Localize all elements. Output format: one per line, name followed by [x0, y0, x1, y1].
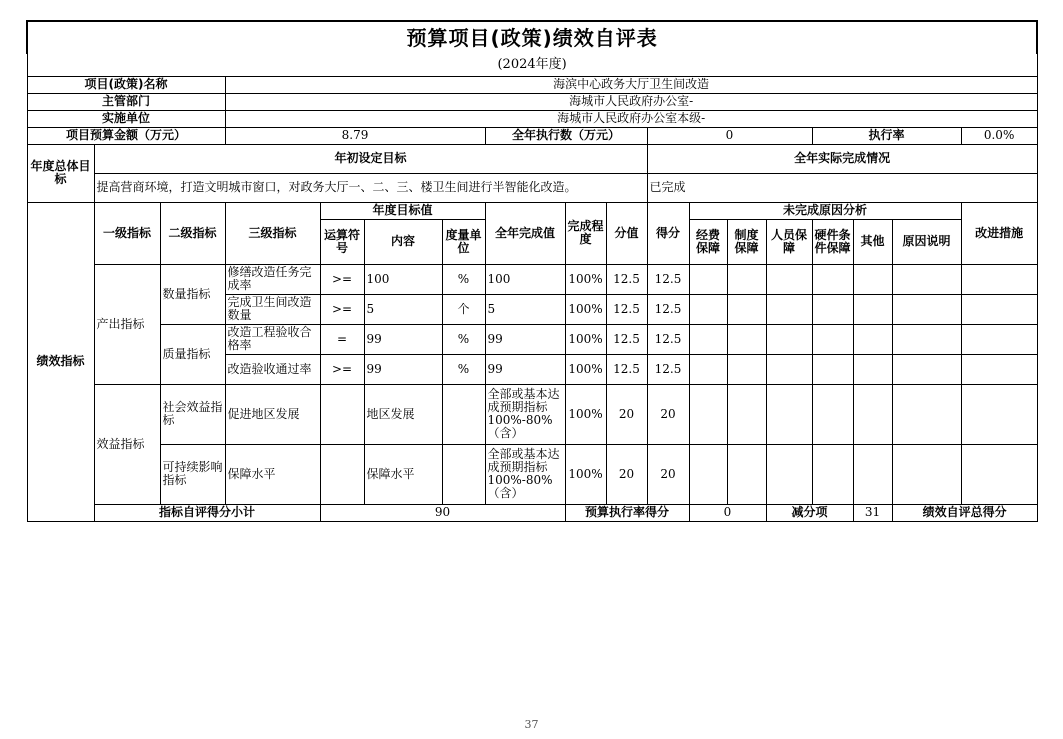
- empty-cell: [853, 354, 892, 384]
- empty-cell: [892, 444, 961, 504]
- weight-cell: 12.5: [606, 354, 647, 384]
- level1-benefit: 效益指标: [94, 384, 160, 504]
- empty-cell: [766, 444, 812, 504]
- empty-cell: [689, 384, 727, 444]
- empty-cell: [727, 294, 766, 324]
- empty-cell: [853, 324, 892, 354]
- empty-cell: [892, 294, 961, 324]
- header-personnel: 人员保障: [766, 219, 812, 264]
- empty-cell: [892, 354, 961, 384]
- unit-cell: %: [442, 354, 485, 384]
- unit-cell: [442, 444, 485, 504]
- degree-cell: 100%: [565, 384, 606, 444]
- level3-cell: 修缮改造任务完成率: [225, 264, 320, 294]
- dept-label: 主管部门: [27, 93, 225, 110]
- score-cell: 12.5: [647, 294, 689, 324]
- operator-cell: [320, 384, 364, 444]
- empty-cell: [689, 444, 727, 504]
- header-annual-target: 年度目标值: [320, 202, 485, 219]
- initial-goal-text: 提高营商环境，打造文明城市窗口，对政务大厅一、二、三、楼卫生间进行半智能化改造。: [94, 173, 647, 202]
- table-row: [27, 384, 1037, 444]
- empty-cell: [853, 294, 892, 324]
- header-weight: 分值: [606, 202, 647, 264]
- header-score: 得分: [647, 202, 689, 264]
- level2-sustain: 可持续影响指标: [160, 444, 225, 504]
- page-number: 37: [524, 718, 539, 731]
- header-funding: 经费保障: [689, 219, 727, 264]
- empty-cell: [812, 294, 853, 324]
- header-hardware: 硬件条件保障: [812, 219, 853, 264]
- degree-cell: 100%: [565, 294, 606, 324]
- level1-output: 产出指标: [94, 264, 160, 384]
- empty-cell: [766, 264, 812, 294]
- subtotal-value: 90: [320, 504, 565, 521]
- footer-row: [27, 504, 1037, 521]
- impl-value: 海城市人民政府办公室本级-: [225, 110, 1037, 127]
- dept-value: 海城市人民政府办公室-: [225, 93, 1037, 110]
- empty-cell: [766, 294, 812, 324]
- header-other: 其他: [853, 219, 892, 264]
- unit-cell: [442, 384, 485, 444]
- unit-cell: %: [442, 324, 485, 354]
- degree-cell: 100%: [565, 324, 606, 354]
- content-cell: 99: [364, 324, 442, 354]
- content-cell: 5: [364, 294, 442, 324]
- project-name-label: 项目(政策)名称: [27, 76, 225, 93]
- empty-cell: [727, 444, 766, 504]
- table-row: [27, 264, 1037, 294]
- total-label: 绩效自评总得分: [892, 504, 1037, 521]
- operator-cell: [320, 444, 364, 504]
- table-row: [27, 324, 1037, 354]
- operator-cell: >=: [320, 294, 364, 324]
- weight-cell: 20: [606, 384, 647, 444]
- actual-cell: 5: [485, 294, 565, 324]
- empty-cell: [892, 324, 961, 354]
- indicators-section-label: 绩效指标: [27, 202, 94, 521]
- empty-cell: [689, 354, 727, 384]
- header-unit: 度量单位: [442, 219, 485, 264]
- header-level3: 三级指标: [225, 202, 320, 264]
- empty-cell: [812, 264, 853, 294]
- header-level1: 一级指标: [94, 202, 160, 264]
- exec-value: 0: [647, 127, 812, 144]
- empty-cell: [961, 444, 1037, 504]
- empty-cell: [727, 264, 766, 294]
- header-completion-degree: 完成程度: [565, 202, 606, 264]
- empty-cell: [812, 324, 853, 354]
- empty-cell: [812, 354, 853, 384]
- empty-cell: [766, 384, 812, 444]
- level3-cell: 促进地区发展: [225, 384, 320, 444]
- header-system: 制度保障: [727, 219, 766, 264]
- empty-cell: [766, 324, 812, 354]
- level2-social: 社会效益指标: [160, 384, 225, 444]
- operator-cell: =: [320, 324, 364, 354]
- level3-cell: 保障水平: [225, 444, 320, 504]
- score-cell: 20: [647, 384, 689, 444]
- actual-cell: 99: [485, 324, 565, 354]
- level3-cell: 改造工程验收合格率: [225, 324, 320, 354]
- goals-section-label: 年度总体目标: [27, 144, 94, 202]
- header-completed-value: 全年完成值: [485, 202, 565, 264]
- operator-cell: >=: [320, 354, 364, 384]
- empty-cell: [727, 324, 766, 354]
- header-operator: 运算符号: [320, 219, 364, 264]
- score-cell: 20: [647, 444, 689, 504]
- content-cell: 100: [364, 264, 442, 294]
- report-year: (2024年度): [27, 54, 1037, 76]
- content-cell: 地区发展: [364, 384, 442, 444]
- score-cell: 12.5: [647, 264, 689, 294]
- empty-cell: [689, 324, 727, 354]
- empty-cell: [766, 354, 812, 384]
- header-content: 内容: [364, 219, 442, 264]
- subtotal-label: 指标自评得分小计: [94, 504, 320, 521]
- empty-cell: [853, 384, 892, 444]
- header-reason-desc: 原因说明: [892, 219, 961, 264]
- level2-quantity: 数量指标: [160, 264, 225, 324]
- empty-cell: [961, 294, 1037, 324]
- empty-cell: [853, 264, 892, 294]
- degree-cell: 100%: [565, 354, 606, 384]
- actual-cell: 100: [485, 264, 565, 294]
- header-reason-analysis: 未完成原因分析: [689, 202, 961, 219]
- header-level2: 二级指标: [160, 202, 225, 264]
- empty-cell: [727, 354, 766, 384]
- exec-label: 全年执行数（万元）: [485, 127, 647, 144]
- score-cell: 12.5: [647, 354, 689, 384]
- content-cell: 保障水平: [364, 444, 442, 504]
- project-name: 海滨中心政务大厅卫生间改造: [225, 76, 1037, 93]
- table-row: [27, 444, 1037, 504]
- empty-cell: [892, 264, 961, 294]
- degree-cell: 100%: [565, 264, 606, 294]
- level2-quality: 质量指标: [160, 324, 225, 384]
- rate-label: 执行率: [812, 127, 961, 144]
- weight-cell: 12.5: [606, 264, 647, 294]
- degree-cell: 100%: [565, 444, 606, 504]
- operator-cell: >=: [320, 264, 364, 294]
- budget-score-label: 预算执行率得分: [565, 504, 689, 521]
- empty-cell: [961, 354, 1037, 384]
- actual-cell: 全部或基本达成预期指标100%-80%（含）: [485, 384, 565, 444]
- weight-cell: 20: [606, 444, 647, 504]
- weight-cell: 12.5: [606, 294, 647, 324]
- score-cell: 12.5: [647, 324, 689, 354]
- page-title: 预算项目(政策)绩效自评表: [27, 21, 1037, 54]
- weight-cell: 12.5: [606, 324, 647, 354]
- budget-score-value: 0: [689, 504, 766, 521]
- deduct-label: 减分项: [766, 504, 853, 521]
- empty-cell: [961, 384, 1037, 444]
- deduct-value: 31: [853, 504, 892, 521]
- initial-goal-header: 年初设定目标: [94, 144, 647, 173]
- empty-cell: [961, 324, 1037, 354]
- header-improve: 改进措施: [961, 202, 1037, 264]
- actual-goal-text: 已完成: [647, 173, 1037, 202]
- empty-cell: [812, 384, 853, 444]
- unit-cell: %: [442, 264, 485, 294]
- rate-value: 0.0%: [961, 127, 1037, 144]
- level3-cell: 改造验收通过率: [225, 354, 320, 384]
- content-cell: 99: [364, 354, 442, 384]
- performance-table: [26, 20, 1038, 522]
- empty-cell: [812, 444, 853, 504]
- budget-label: 项目预算金额（万元）: [27, 127, 225, 144]
- budget-value: 8.79: [225, 127, 485, 144]
- empty-cell: [892, 384, 961, 444]
- empty-cell: [853, 444, 892, 504]
- actual-goal-header: 全年实际完成情况: [647, 144, 1037, 173]
- empty-cell: [727, 384, 766, 444]
- unit-cell: 个: [442, 294, 485, 324]
- empty-cell: [961, 264, 1037, 294]
- actual-cell: 99: [485, 354, 565, 384]
- actual-cell: 全部或基本达成预期指标100%-80%（含）: [485, 444, 565, 504]
- level3-cell: 完成卫生间改造数量: [225, 294, 320, 324]
- impl-label: 实施单位: [27, 110, 225, 127]
- empty-cell: [689, 294, 727, 324]
- empty-cell: [689, 264, 727, 294]
